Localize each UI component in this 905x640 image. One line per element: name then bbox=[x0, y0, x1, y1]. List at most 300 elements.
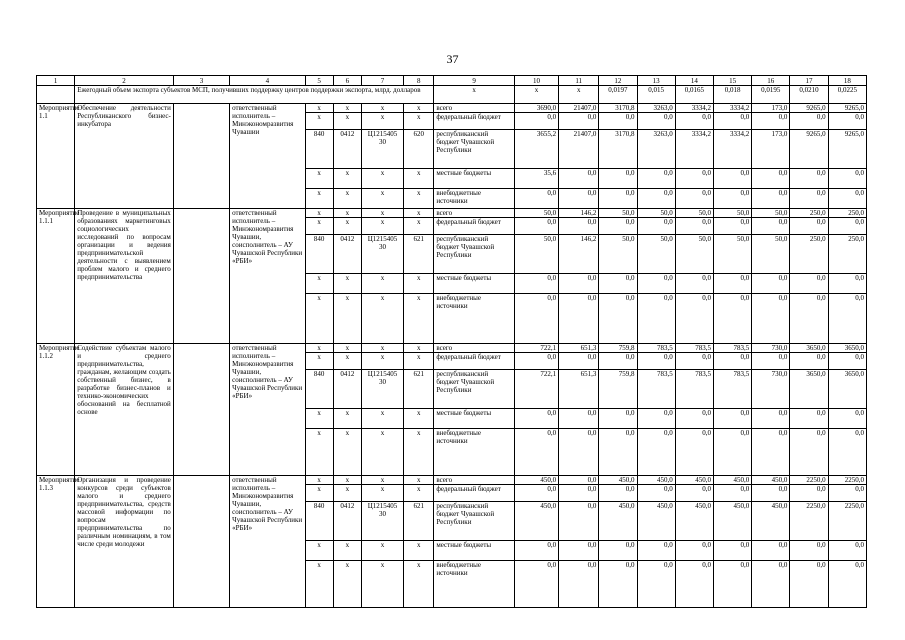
budget-code: x bbox=[404, 485, 434, 502]
amount: 2250,0 bbox=[828, 476, 866, 485]
budget-code: x bbox=[361, 209, 403, 218]
indicator-value: x bbox=[514, 86, 558, 104]
budget-code: x bbox=[361, 485, 403, 502]
budget-code: x bbox=[404, 541, 434, 561]
budget-code: 840 bbox=[305, 235, 333, 274]
amount: 146,2 bbox=[559, 209, 599, 218]
budget-code: x bbox=[333, 409, 361, 429]
amount: 0,0 bbox=[514, 353, 558, 370]
budget-code: x bbox=[404, 429, 434, 476]
budget-code: x bbox=[404, 113, 434, 130]
column-number: 9 bbox=[434, 76, 514, 86]
measure-name: Организация и проведение конкурсов среди субъектов малого и среднего предпринимательства, средств массовой информации по вопросам предпринимательства по различным номинациям, в том числе среди молодежи bbox=[75, 476, 174, 608]
amount: 3334,2 bbox=[675, 130, 713, 169]
amount: 722,1 bbox=[514, 344, 558, 353]
amount: 0,0 bbox=[752, 485, 790, 502]
funding-source: внебюджетные источники bbox=[434, 429, 514, 476]
amount: 21407,0 bbox=[559, 104, 599, 113]
amount: 0,0 bbox=[514, 218, 558, 235]
amount: 0,0 bbox=[514, 189, 558, 209]
amount: 3170,8 bbox=[599, 104, 637, 113]
amount: 2250,0 bbox=[828, 502, 866, 541]
amount: 0,0 bbox=[637, 541, 675, 561]
budget-code: 0412 bbox=[333, 235, 361, 274]
amount: 0,0 bbox=[713, 169, 751, 189]
amount: 3334,2 bbox=[713, 104, 751, 113]
amount: 0,0 bbox=[790, 169, 828, 189]
amount: 0,0 bbox=[675, 113, 713, 130]
amount: 0,0 bbox=[599, 541, 637, 561]
amount: 450,0 bbox=[514, 502, 558, 541]
budget-code: 0412 bbox=[333, 502, 361, 541]
amount: 250,0 bbox=[790, 235, 828, 274]
amount: 3263,0 bbox=[637, 130, 675, 169]
funding-source: всего bbox=[434, 104, 514, 113]
measure-name: Обеспечение деятельности Республиканского бизнес-инкубатора bbox=[75, 104, 174, 209]
amount: 3334,2 bbox=[713, 130, 751, 169]
budget-code: x bbox=[333, 218, 361, 235]
budget-code: x bbox=[305, 476, 333, 485]
amount: 0,0 bbox=[790, 189, 828, 209]
budget-code: x bbox=[361, 353, 403, 370]
amount: 0,0 bbox=[713, 429, 751, 476]
funding-source: республиканский бюджет Чувашской Республики bbox=[434, 502, 514, 541]
amount: 0,0 bbox=[713, 189, 751, 209]
amount: 0,0 bbox=[514, 485, 558, 502]
budget-code: 840 bbox=[305, 370, 333, 409]
budget-code: x bbox=[333, 476, 361, 485]
budget-code: x bbox=[305, 409, 333, 429]
budget-code: x bbox=[361, 113, 403, 130]
budget-code: x bbox=[333, 169, 361, 189]
amount: 0,0 bbox=[752, 113, 790, 130]
indicator-value: 0,018 bbox=[713, 86, 751, 104]
column-number: 7 bbox=[361, 76, 403, 86]
amount: 759,8 bbox=[599, 370, 637, 409]
indicator-value: 0,0210 bbox=[790, 86, 828, 104]
amount: 50,0 bbox=[713, 209, 751, 218]
budget-code: x bbox=[404, 476, 434, 485]
amount: 0,0 bbox=[559, 169, 599, 189]
amount: 0,0 bbox=[713, 294, 751, 344]
budget-code: x bbox=[333, 344, 361, 353]
amount: 0,0 bbox=[637, 189, 675, 209]
amount: 3650,0 bbox=[828, 370, 866, 409]
amount: 50,0 bbox=[675, 235, 713, 274]
amount: 0,0 bbox=[559, 353, 599, 370]
budget-code: x bbox=[333, 274, 361, 294]
funding-source: местные бюджеты bbox=[434, 274, 514, 294]
amount: 0,0 bbox=[752, 294, 790, 344]
column-number: 2 bbox=[75, 76, 174, 86]
amount: 0,0 bbox=[790, 353, 828, 370]
amount: 0,0 bbox=[828, 561, 866, 608]
amount: 50,0 bbox=[599, 209, 637, 218]
funding-source: местные бюджеты bbox=[434, 541, 514, 561]
amount: 450,0 bbox=[675, 502, 713, 541]
amount: 0,0 bbox=[752, 189, 790, 209]
amount: 0,0 bbox=[675, 409, 713, 429]
funding-source: федеральный бюджет bbox=[434, 353, 514, 370]
amount: 722,1 bbox=[514, 370, 558, 409]
amount: 0,0 bbox=[675, 169, 713, 189]
amount: 0,0 bbox=[675, 274, 713, 294]
budget-code: x bbox=[361, 294, 403, 344]
budget-code: x bbox=[404, 344, 434, 353]
budget-code: x bbox=[404, 409, 434, 429]
funding-source: республиканский бюджет Чувашской Республики bbox=[434, 370, 514, 409]
indicator-value: 0,0225 bbox=[828, 86, 866, 104]
amount: 250,0 bbox=[790, 209, 828, 218]
amount: 0,0 bbox=[559, 274, 599, 294]
budget-code: x bbox=[305, 218, 333, 235]
funding-source: федеральный бюджет bbox=[434, 485, 514, 502]
amount: 450,0 bbox=[752, 476, 790, 485]
amount: 0,0 bbox=[675, 189, 713, 209]
amount: 0,0 bbox=[713, 113, 751, 130]
amount: 0,0 bbox=[514, 113, 558, 130]
budget-code: 0412 bbox=[333, 130, 361, 169]
column-number: 8 bbox=[404, 76, 434, 86]
amount: 0,0 bbox=[790, 409, 828, 429]
amount: 450,0 bbox=[752, 502, 790, 541]
measure-type: Мероприятие 1.1.2 bbox=[37, 344, 75, 476]
amount: 0,0 bbox=[559, 541, 599, 561]
amount: 0,0 bbox=[559, 561, 599, 608]
budget-code: x bbox=[333, 429, 361, 476]
amount: 651,3 bbox=[559, 370, 599, 409]
budget-code: x bbox=[333, 113, 361, 130]
amount: 0,0 bbox=[675, 541, 713, 561]
amount: 50,0 bbox=[675, 209, 713, 218]
amount: 50,0 bbox=[713, 235, 751, 274]
amount: 0,0 bbox=[828, 353, 866, 370]
amount: 0,0 bbox=[713, 353, 751, 370]
amount: 50,0 bbox=[514, 235, 558, 274]
amount: 146,2 bbox=[559, 235, 599, 274]
amount: 0,0 bbox=[675, 218, 713, 235]
amount: 783,5 bbox=[713, 344, 751, 353]
budget-code: x bbox=[361, 476, 403, 485]
amount: 0,0 bbox=[599, 218, 637, 235]
budget-code: x bbox=[305, 353, 333, 370]
budget-code: x bbox=[305, 274, 333, 294]
funding-source: местные бюджеты bbox=[434, 169, 514, 189]
amount: 9265,0 bbox=[790, 104, 828, 113]
column-number: 16 bbox=[752, 76, 790, 86]
budget-code: 621 bbox=[404, 370, 434, 409]
amount: 0,0 bbox=[828, 485, 866, 502]
budget-code: Ц1215405 30 bbox=[361, 502, 403, 541]
amount: 0,0 bbox=[599, 274, 637, 294]
amount: 0,0 bbox=[713, 541, 751, 561]
column-number: 10 bbox=[514, 76, 558, 86]
amount: 9265,0 bbox=[790, 130, 828, 169]
budget-code: x bbox=[333, 209, 361, 218]
column-number: 6 bbox=[333, 76, 361, 86]
budget-code: x bbox=[361, 344, 403, 353]
measure-type: Мероприятие 1.1.3 bbox=[37, 476, 75, 608]
measure-name: Проведение в муниципальных образованиях маркетинговых социологических исследований по вопросам организации и ведения предпринимательской деятельности с выявлением проблем малого и среднего предпринимательства bbox=[75, 209, 174, 344]
amount: 0,0 bbox=[514, 561, 558, 608]
measure-executor: ответственный исполнитель – Минэкономразвития Чувашии, соисполнитель – АУ Чувашской Республики «РБИ» bbox=[230, 476, 305, 608]
budget-code: x bbox=[361, 541, 403, 561]
amount: 0,0 bbox=[559, 113, 599, 130]
amount: 0,0 bbox=[752, 218, 790, 235]
amount: 783,5 bbox=[713, 370, 751, 409]
column-number: 13 bbox=[637, 76, 675, 86]
budget-code: x bbox=[305, 209, 333, 218]
budget-code: x bbox=[333, 294, 361, 344]
indicator-text: Ежегодный объем экспорта субъектов МСП, получивших поддержку центров поддержки экспорта, млрд. долларов bbox=[75, 86, 434, 104]
amount: 0,0 bbox=[637, 113, 675, 130]
budget-code: 840 bbox=[305, 502, 333, 541]
budget-code: x bbox=[305, 169, 333, 189]
budget-code: x bbox=[361, 429, 403, 476]
amount: 3690,0 bbox=[514, 104, 558, 113]
column-number: 3 bbox=[173, 76, 229, 86]
column-number: 18 bbox=[828, 76, 866, 86]
amount: 50,0 bbox=[637, 235, 675, 274]
amount: 450,0 bbox=[713, 502, 751, 541]
budget-code: x bbox=[404, 104, 434, 113]
funding-source: республиканский бюджет Чувашской Республики bbox=[434, 130, 514, 169]
budget-code: x bbox=[333, 561, 361, 608]
budget-code: 0412 bbox=[333, 370, 361, 409]
amount: 730,0 bbox=[752, 344, 790, 353]
amount: 0,0 bbox=[514, 294, 558, 344]
budget-code: x bbox=[305, 541, 333, 561]
amount: 0,0 bbox=[559, 476, 599, 485]
amount: 0,0 bbox=[790, 218, 828, 235]
amount: 783,5 bbox=[637, 344, 675, 353]
empty-cell bbox=[173, 104, 229, 209]
budget-code: x bbox=[305, 485, 333, 502]
budget-code: x bbox=[404, 561, 434, 608]
amount: 0,0 bbox=[790, 294, 828, 344]
budget-code: x bbox=[333, 189, 361, 209]
funding-source: внебюджетные источники bbox=[434, 189, 514, 209]
amount: 0,0 bbox=[828, 294, 866, 344]
amount: 50,0 bbox=[752, 235, 790, 274]
budget-code: x bbox=[333, 353, 361, 370]
amount: 783,5 bbox=[675, 370, 713, 409]
amount: 0,0 bbox=[559, 189, 599, 209]
indicator-value: x bbox=[434, 86, 514, 104]
amount: 0,0 bbox=[675, 561, 713, 608]
amount: 0,0 bbox=[752, 409, 790, 429]
funding-source: местные бюджеты bbox=[434, 409, 514, 429]
amount: 0,0 bbox=[637, 561, 675, 608]
column-number: 4 bbox=[230, 76, 305, 86]
amount: 0,0 bbox=[637, 353, 675, 370]
amount: 2250,0 bbox=[790, 502, 828, 541]
amount: 783,5 bbox=[637, 370, 675, 409]
amount: 0,0 bbox=[514, 429, 558, 476]
column-number: 1 bbox=[37, 76, 75, 86]
amount: 0,0 bbox=[675, 294, 713, 344]
amount: 450,0 bbox=[599, 502, 637, 541]
measure-row bbox=[37, 476, 867, 485]
budget-code: Ц1215405 30 bbox=[361, 235, 403, 274]
funding-source: всего bbox=[434, 476, 514, 485]
amount: 0,0 bbox=[599, 409, 637, 429]
amount: 50,0 bbox=[599, 235, 637, 274]
column-number: 15 bbox=[713, 76, 751, 86]
budget-code: x bbox=[361, 169, 403, 189]
measure-type: Мероприятие 1.1 bbox=[37, 104, 75, 209]
funding-source: республиканский бюджет Чувашской Республики bbox=[434, 235, 514, 274]
measure-name: Содействие субъектам малого и среднего предпринимательства, гражданам, желающим создать собственный бизнес, в разработке бизнес-планов и технико-экономических обоснований на бесплатной основе bbox=[75, 344, 174, 476]
empty-cell bbox=[173, 344, 229, 476]
budget-code: x bbox=[361, 189, 403, 209]
amount: 0,0 bbox=[559, 409, 599, 429]
amount: 0,0 bbox=[752, 541, 790, 561]
column-number: 17 bbox=[790, 76, 828, 86]
amount: 0,0 bbox=[637, 169, 675, 189]
amount: 0,0 bbox=[752, 169, 790, 189]
budget-code: x bbox=[361, 409, 403, 429]
budget-code: x bbox=[305, 104, 333, 113]
amount: 0,0 bbox=[828, 541, 866, 561]
amount: 0,0 bbox=[675, 429, 713, 476]
empty-cell bbox=[37, 86, 75, 104]
budget-code: x bbox=[361, 104, 403, 113]
indicator-value: 0,0165 bbox=[675, 86, 713, 104]
budget-table bbox=[36, 75, 867, 608]
amount: 0,0 bbox=[675, 353, 713, 370]
amount: 0,0 bbox=[790, 561, 828, 608]
amount: 0,0 bbox=[599, 169, 637, 189]
amount: 651,3 bbox=[559, 344, 599, 353]
amount: 50,0 bbox=[637, 209, 675, 218]
page-number: 37 bbox=[446, 52, 459, 66]
budget-code: x bbox=[361, 218, 403, 235]
amount: 2250,0 bbox=[790, 476, 828, 485]
amount: 0,0 bbox=[559, 429, 599, 476]
amount: 0,0 bbox=[559, 485, 599, 502]
amount: 9265,0 bbox=[828, 104, 866, 113]
amount: 0,0 bbox=[713, 409, 751, 429]
amount: 450,0 bbox=[675, 476, 713, 485]
amount: 0,0 bbox=[637, 409, 675, 429]
column-number: 11 bbox=[559, 76, 599, 86]
amount: 0,0 bbox=[713, 218, 751, 235]
amount: 0,0 bbox=[599, 485, 637, 502]
amount: 0,0 bbox=[790, 113, 828, 130]
budget-code: x bbox=[404, 353, 434, 370]
amount: 3334,2 bbox=[675, 104, 713, 113]
funding-source: внебюджетные источники bbox=[434, 294, 514, 344]
funding-source: всего bbox=[434, 209, 514, 218]
amount: 0,0 bbox=[637, 485, 675, 502]
budget-code: x bbox=[404, 218, 434, 235]
amount: 0,0 bbox=[675, 485, 713, 502]
amount: 250,0 bbox=[828, 235, 866, 274]
indicator-row bbox=[37, 86, 867, 104]
indicator-value: 0,0195 bbox=[752, 86, 790, 104]
amount: 0,0 bbox=[637, 429, 675, 476]
amount: 0,0 bbox=[752, 274, 790, 294]
budget-code: 840 bbox=[305, 130, 333, 169]
amount: 450,0 bbox=[713, 476, 751, 485]
amount: 3650,0 bbox=[828, 344, 866, 353]
budget-code: Ц1215405 30 bbox=[361, 370, 403, 409]
budget-code: 620 bbox=[404, 130, 434, 169]
amount: 0,0 bbox=[752, 429, 790, 476]
amount: 0,0 bbox=[790, 541, 828, 561]
amount: 0,0 bbox=[713, 561, 751, 608]
empty-cell bbox=[173, 209, 229, 344]
amount: 759,8 bbox=[599, 344, 637, 353]
budget-code: 621 bbox=[404, 502, 434, 541]
amount: 173,0 bbox=[752, 130, 790, 169]
amount: 0,0 bbox=[514, 409, 558, 429]
budget-code: x bbox=[305, 429, 333, 476]
amount: 0,0 bbox=[559, 502, 599, 541]
amount: 9265,0 bbox=[828, 130, 866, 169]
amount: 0,0 bbox=[559, 218, 599, 235]
measure-row bbox=[37, 104, 867, 113]
amount: 0,0 bbox=[828, 274, 866, 294]
amount: 0,0 bbox=[599, 113, 637, 130]
amount: 730,0 bbox=[752, 370, 790, 409]
budget-code: x bbox=[404, 169, 434, 189]
amount: 450,0 bbox=[637, 502, 675, 541]
budget-code: x bbox=[361, 561, 403, 608]
amount: 0,0 bbox=[637, 218, 675, 235]
amount: 250,0 bbox=[828, 209, 866, 218]
funding-source: всего bbox=[434, 344, 514, 353]
amount: 0,0 bbox=[828, 169, 866, 189]
measure-executor: ответственный исполнитель – Минэкономразвития Чувашии bbox=[230, 104, 305, 209]
budget-code: 621 bbox=[404, 235, 434, 274]
amount: 0,0 bbox=[828, 409, 866, 429]
amount: 0,0 bbox=[828, 189, 866, 209]
amount: 50,0 bbox=[752, 209, 790, 218]
amount: 0,0 bbox=[599, 561, 637, 608]
column-numbers-row bbox=[37, 76, 867, 86]
amount: 173,0 bbox=[752, 104, 790, 113]
amount: 3263,0 bbox=[637, 104, 675, 113]
amount: 0,0 bbox=[828, 429, 866, 476]
amount: 783,5 bbox=[675, 344, 713, 353]
amount: 3655,2 bbox=[514, 130, 558, 169]
budget-code: x bbox=[333, 541, 361, 561]
column-number: 5 bbox=[305, 76, 333, 86]
measure-row bbox=[37, 344, 867, 353]
amount: 0,0 bbox=[713, 485, 751, 502]
amount: 0,0 bbox=[514, 274, 558, 294]
budget-code: x bbox=[404, 209, 434, 218]
empty-cell bbox=[173, 476, 229, 608]
indicator-value: x bbox=[559, 86, 599, 104]
budget-code: x bbox=[404, 274, 434, 294]
amount: 0,0 bbox=[752, 561, 790, 608]
amount: 35,6 bbox=[514, 169, 558, 189]
budget-code: x bbox=[333, 485, 361, 502]
amount: 21407,0 bbox=[559, 130, 599, 169]
amount: 3650,0 bbox=[790, 370, 828, 409]
amount: 0,0 bbox=[790, 274, 828, 294]
amount: 450,0 bbox=[599, 476, 637, 485]
amount: 0,0 bbox=[559, 294, 599, 344]
budget-code: x bbox=[333, 104, 361, 113]
amount: 0,0 bbox=[599, 294, 637, 344]
budget-code: x bbox=[305, 189, 333, 209]
amount: 0,0 bbox=[514, 541, 558, 561]
budget-code: x bbox=[305, 344, 333, 353]
